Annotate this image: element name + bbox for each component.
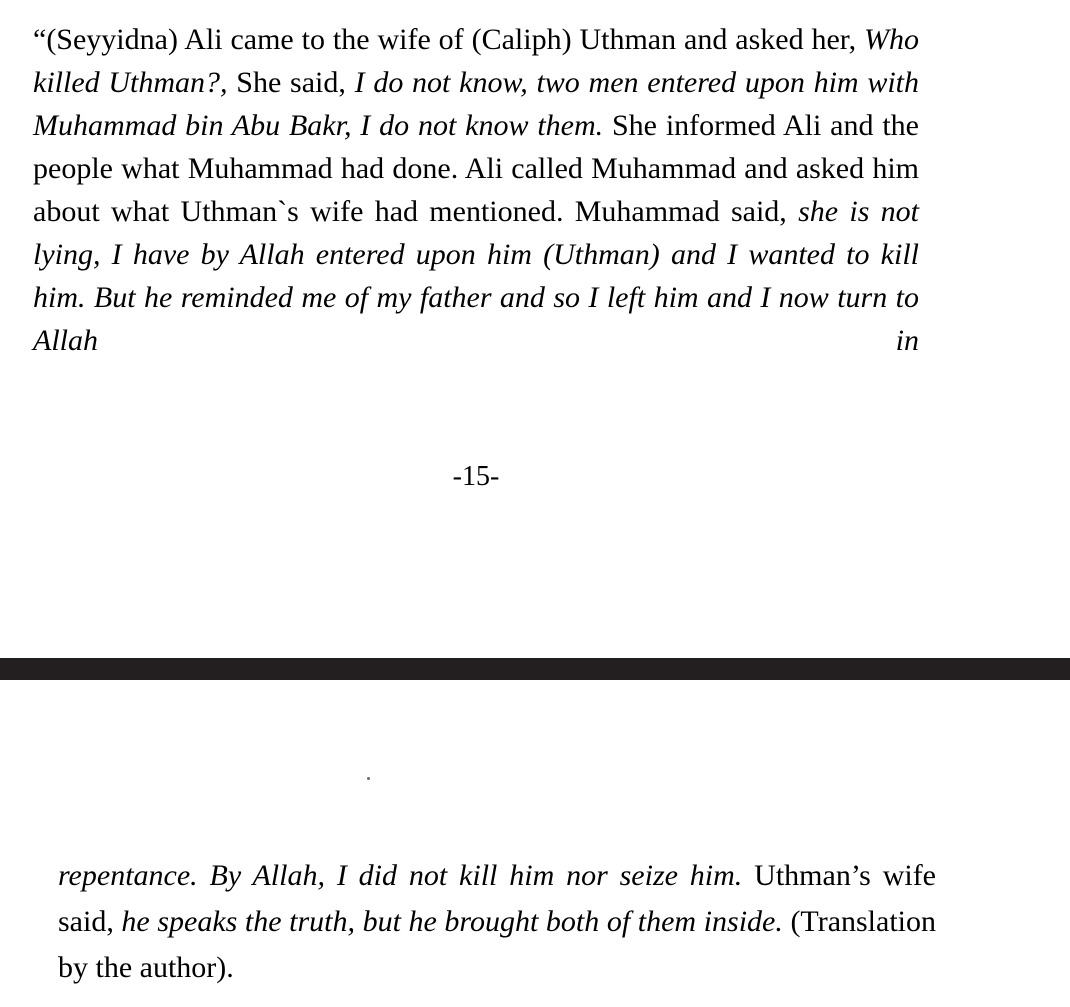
- lower-paragraph: [58, 853, 936, 991]
- upper-paragraph: [33, 18, 919, 362]
- lower-segment-4: (Translation by the author).: [58, 905, 936, 984]
- scan-speck-artifact: [367, 777, 370, 780]
- upper-segment-3: She said,: [227, 66, 355, 99]
- upper-segment-5: She informed Ali and the people what Muhammad had done. Ali called Muhammad and asked him about what Uthman`s wife had mentioned. Muhammad said,: [33, 109, 919, 228]
- upper-segment-1: “(Seyyidna) Ali came to the wife of (Caliph) Uthman and asked her,: [33, 23, 864, 56]
- upper-segment-6-italic: she is not lying, I have by Allah entered upon him (Uthman) and I wanted to kill him. But he reminded me of my father and so I left him and I now turn to Allah in: [33, 195, 919, 357]
- upper-segment-2-italic: Who killed Uthman?,: [33, 23, 919, 99]
- upper-segment-4-italic: I do not know, two men entered upon him with Muhammad bin Abu Bakr, I do not know them.: [33, 66, 919, 142]
- page-number: -15-: [452, 461, 500, 492]
- lower-text-block: [58, 853, 936, 991]
- lower-segment-1-italic: repentance. By Allah, I did not kill him nor seize him.: [58, 859, 743, 892]
- upper-text-block: [33, 18, 919, 492]
- lower-segment-2: Uthman’s wife said,: [58, 859, 936, 938]
- scan-artifact-band: [0, 658, 1070, 680]
- lower-segment-3-italic: he speaks the truth, but he brought both of them inside.: [121, 905, 783, 938]
